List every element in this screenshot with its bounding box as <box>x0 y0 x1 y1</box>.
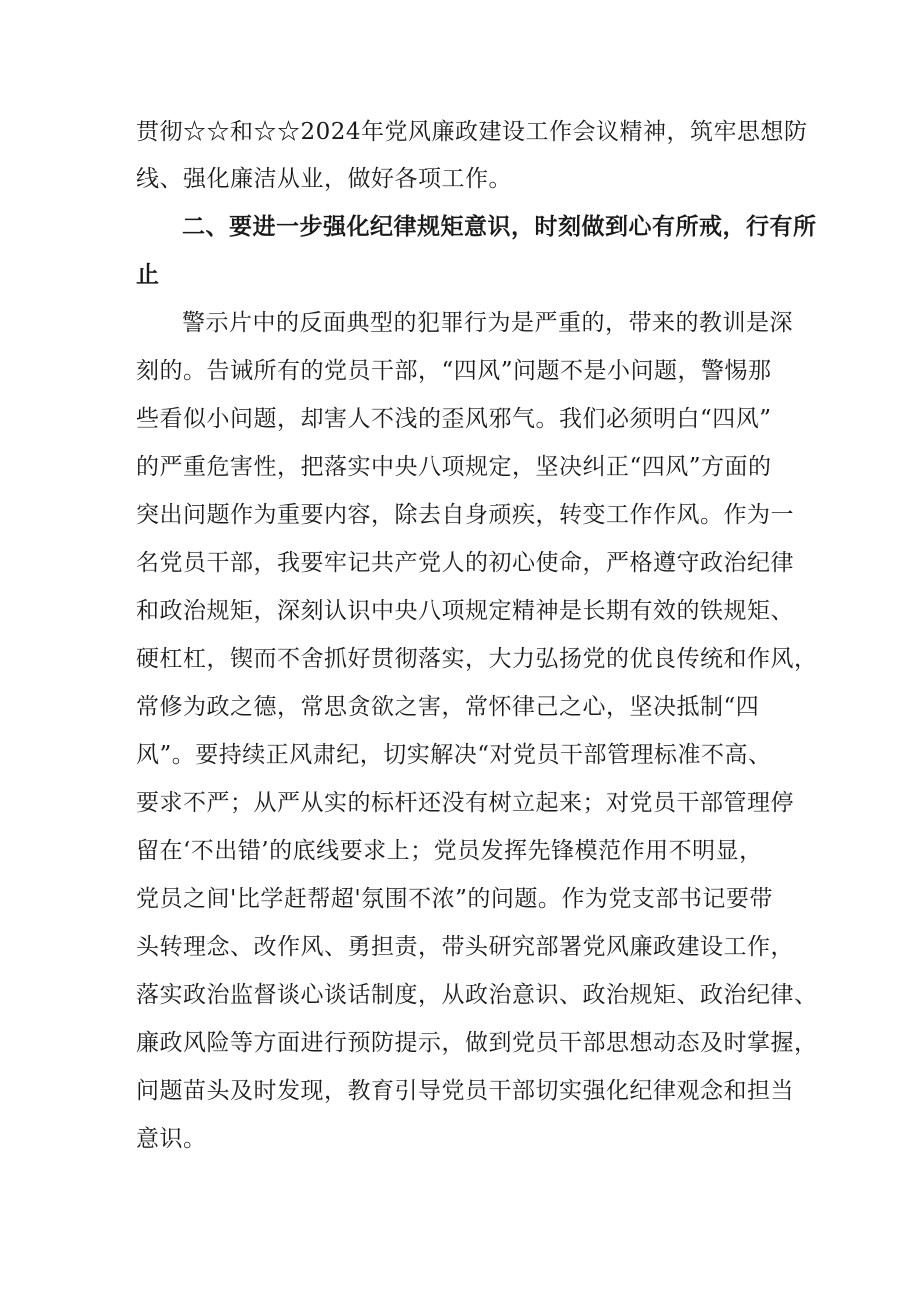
section-heading: 二、要进一步强化纪律规矩意识，时刻做到心有所戒，行有所 <box>182 214 817 240</box>
paragraph-line-12: 留在‘不出错’的底线要求上；党员发挥先锋模范作用不明显， <box>136 838 763 864</box>
paragraph-line-14: 头转理念、改作风、勇担责，带头研究部署党风廉政建设工作， <box>136 934 794 960</box>
paragraph-line-11: 要求不严；从严从实的标杆还没有树立起来；对党员干部管理停 <box>136 790 794 816</box>
text-line-2: 线、强化廉洁从业，做好各项工作。 <box>136 166 512 192</box>
paragraph-line-2: 刻的。告诫所有的党员干部，“四风”问题不是小问题，警惕那 <box>136 358 772 384</box>
paragraph-line-9: 常修为政之德，常思贪欲之害，常怀律己之心，坚决抵制“四 <box>136 694 760 720</box>
paragraph-line-10: 风”。要持续正风肃纪，切实解决“对党员干部管理标准不高、 <box>136 742 772 768</box>
paragraph-line-7: 和政治规矩，深刻认识中央八项规定精神是长期有效的铁规矩、 <box>136 598 794 624</box>
paragraph-line-16: 廉政风险等方面进行预防提示，做到党员干部思想动态及时掌握， <box>136 1030 818 1056</box>
paragraph-line-13: 党员之间'比学赶帮超'氛围不浓”的问题。作为党支部书记要带 <box>136 886 773 912</box>
section-heading-continued: 止 <box>136 262 160 288</box>
paragraph-line-8: 硬杠杠，锲而不舍抓好贯彻落实，大力弘扬党的优良传统和作风， <box>136 646 818 672</box>
paragraph-line-15: 落实政治监督谈心谈话制度，从政治意识、政治规矩、政治纪律、 <box>136 982 818 1008</box>
paragraph-line-18: 意识。 <box>136 1126 207 1152</box>
paragraph-line-1: 警示片中的反面典型的犯罪行为是严重的，带来的教训是深 <box>182 310 793 336</box>
paragraph-line-3: 些看似小问题，却害人不浅的歪风邪气。我们必须明白“四风” <box>136 406 772 432</box>
paragraph-line-6: 名党员干部，我要牢记共产党人的初心使命，严格遵守政治纪律 <box>136 550 794 576</box>
text-line-1: 贯彻☆☆和☆☆2024年党风廉政建设工作会议精神，筑牢思想防 <box>136 119 808 145</box>
paragraph-line-4: 的严重危害性，把落实中央八项规定，坚决纠正“四风”方面的 <box>136 454 772 480</box>
paragraph-line-5: 突出问题作为重要内容，除去自身顽疾，转变工作作风。作为一 <box>136 502 794 528</box>
paragraph-line-17: 问题苗头及时发现，教育引导党员干部切实强化纪律观念和担当 <box>136 1078 794 1104</box>
